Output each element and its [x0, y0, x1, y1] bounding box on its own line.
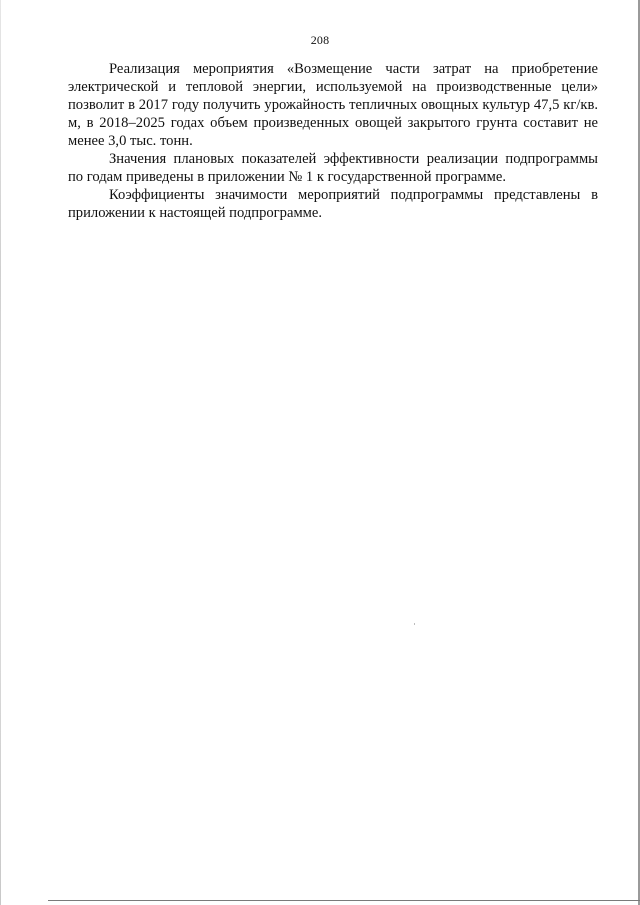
scan-speck — [414, 623, 415, 625]
paragraph-planned-indicators: Значения плановых показателей эффективности реализации подпрограммы по годам приведены в приложении № 1 к государственной программе. — [68, 151, 598, 185]
scan-edge-left — [0, 0, 1, 905]
paragraph-electricity-compensation: Реализация мероприятия «Возмещение части затрат на приобретение электрической и тепловой энергии, используемой на производственные цели» позволит в 2017 году получить урожайность тепличных овощных культур 47,5 кг/кв. м, в 2018–2025 годах объем произведенных овощей закрытого грунта составит не менее 3,0 тыс. тонн. — [68, 61, 598, 149]
body-text — [68, 60, 598, 222]
page-number: 208 — [310, 33, 330, 47]
paragraph-significance-coefficients: Коэффициенты значимости мероприятий подпрограммы представлены в приложении к настоящей подпрограмме. — [68, 187, 598, 221]
scan-edge-bottom — [48, 900, 640, 901]
